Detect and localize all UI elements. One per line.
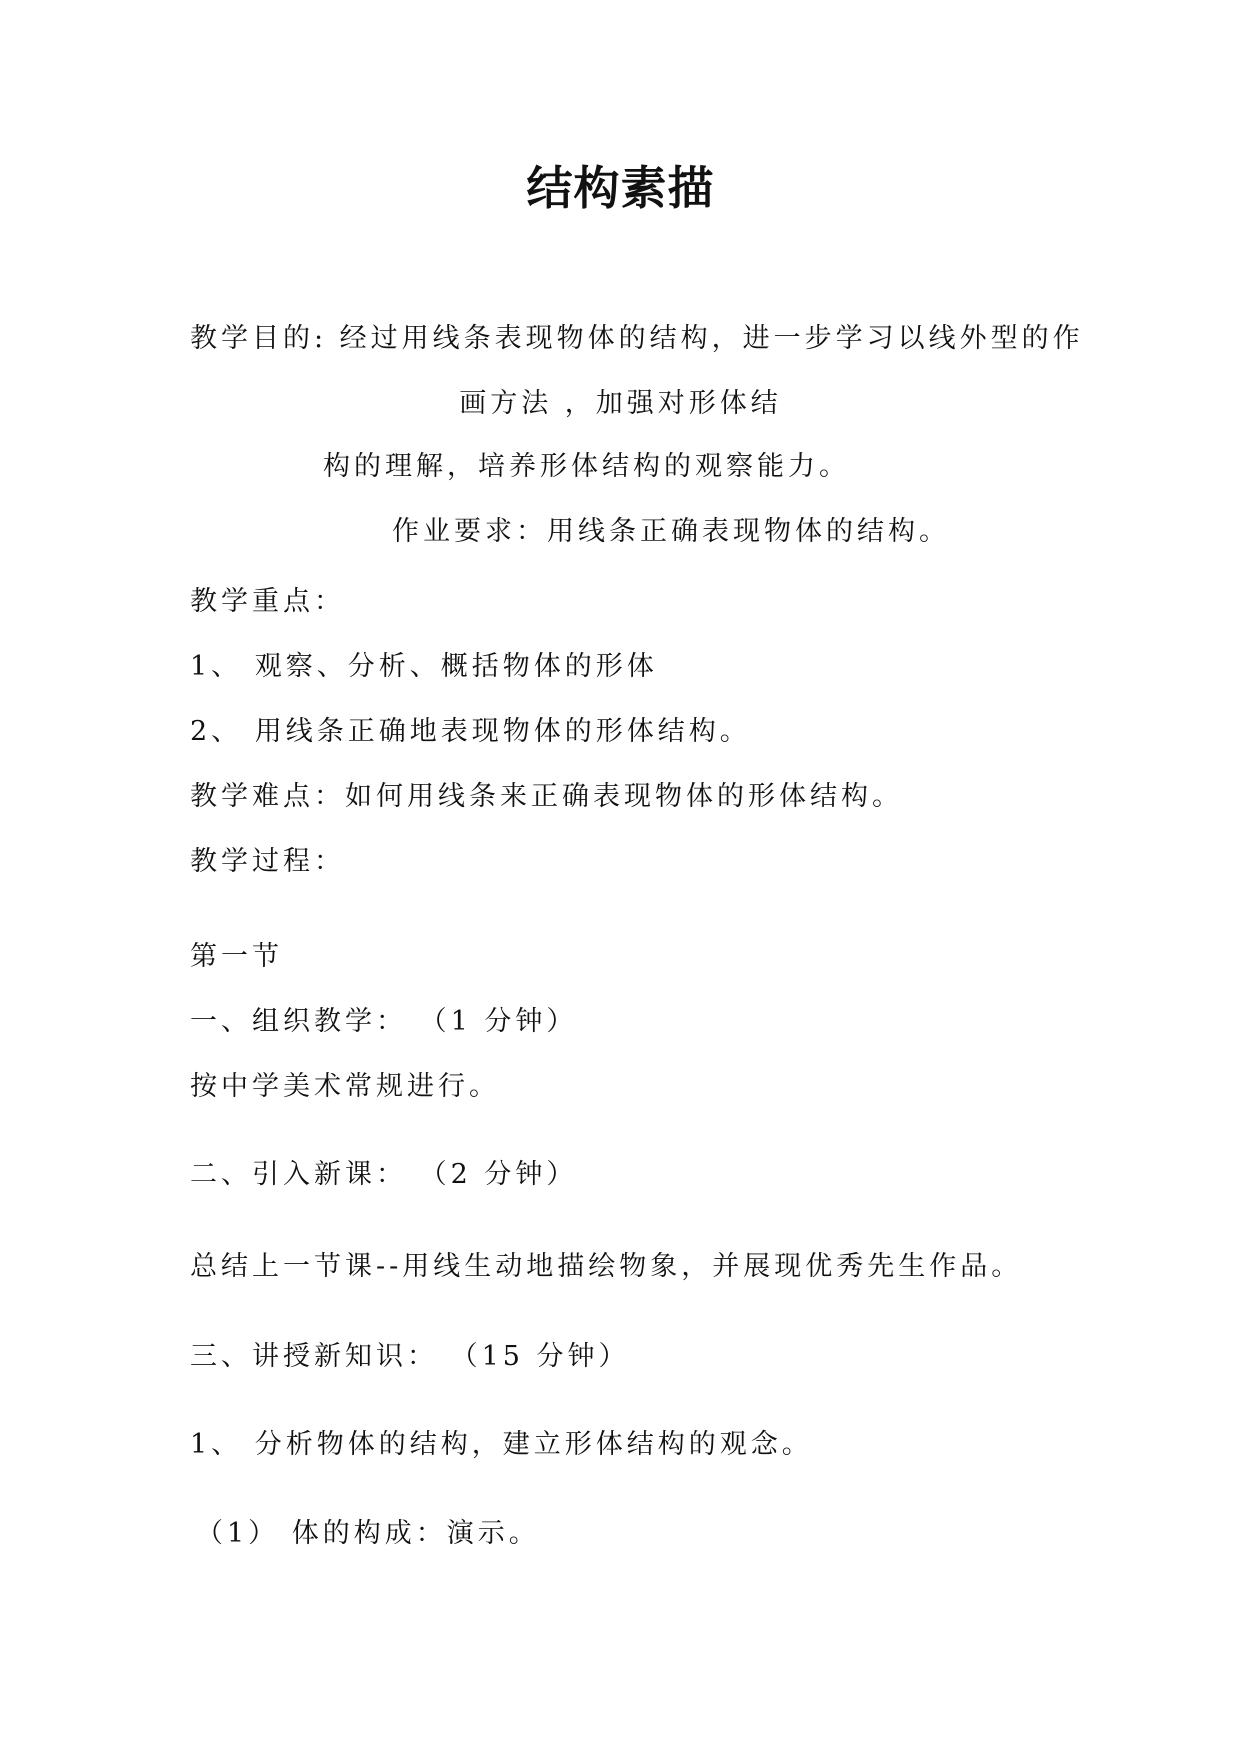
step-1-description: 按中学美术常规进行。 (190, 1071, 500, 1102)
objective-line-3: 构的理解，培养形体结构的观察能力。 (323, 451, 850, 482)
process-heading: 教学过程： (190, 846, 345, 877)
document-title: 结构素描 (526, 161, 715, 215)
step-2-heading: 二、引入新课： （2 分钟） (190, 1159, 578, 1190)
key-points-heading: 教学重点： (190, 586, 345, 617)
difficulty-line: 教学难点：如何用线条来正确表现物体的形体结构。 (190, 781, 903, 812)
key-point-1: 1、 观察、分析、概括物体的形体 (190, 651, 658, 682)
key-point-2: 2、 用线条正确地表现物体的形体结构。 (190, 716, 751, 747)
objective-line-1: 教学目的: 经过用线条表现物体的结构，进一步学习以线外型的作 (190, 323, 1084, 354)
step-3-subitem-1: （1） 体的构成：演示。 (196, 1518, 540, 1549)
section-heading: 第一节 (190, 941, 283, 972)
homework-requirement: 作业要求：用线条正确表现物体的结构。 (392, 516, 950, 547)
step-3-item-1: 1、 分析物体的结构，建立形体结构的观念。 (190, 1429, 813, 1460)
step-3-heading: 三、讲授新知识： （15 分钟） (190, 1341, 630, 1372)
objective-line-2: 画方法 ，加强对形体结 (459, 388, 782, 419)
step-2-description: 总结上一节课--用线生动地描绘物象，并展现优秀先生作品。 (190, 1251, 1023, 1282)
step-1-heading: 一、组织教学： （1 分钟） (190, 1006, 578, 1037)
